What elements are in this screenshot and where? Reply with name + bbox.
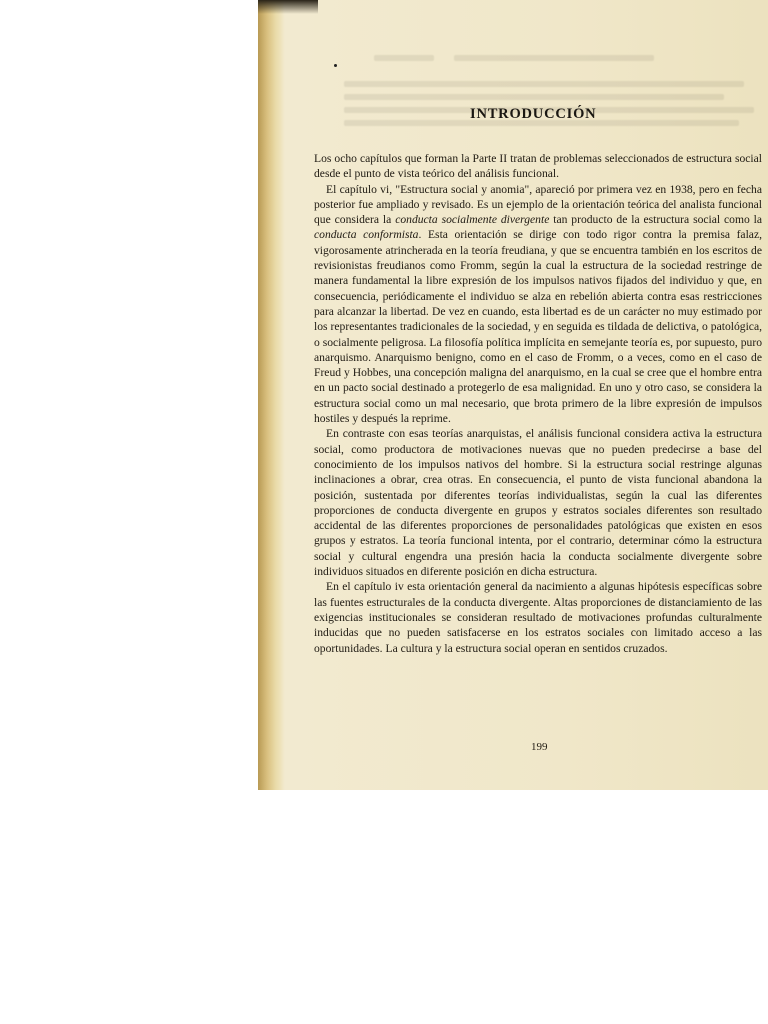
paragraph	[314, 182, 762, 427]
italic-phrase: conducta socialmente divergente	[395, 213, 550, 227]
page-corner-shadow	[258, 0, 318, 14]
book-gutter	[258, 0, 284, 790]
text-run: En el capítulo iv esta orientación general da nacimiento a algunas hipótesis específicas sobre las fuentes estructurales de la conducta divergente. Altas proporciones de distanciamiento de las exigencias institucionales se consideran resultado de motivaciones profundas culturalmente inducidas que no pueden satisfacerse en los estratos sociales con limitado acceso a las oportunidades. La cultura y la estructura social operan en sentidos cruzados.	[314, 580, 762, 655]
paragraph	[314, 579, 762, 655]
italic-phrase: conducta conformista	[314, 228, 419, 242]
scanned-book-page	[258, 0, 768, 790]
ink-speck	[334, 64, 337, 67]
paragraph	[314, 426, 762, 579]
text-run: En contraste con esas teorías anarquistas, el análisis funcional considera activa la estructura social, como productora de motivaciones nuevas que no pueden predecirse a base del conocimiento de los impulsos nativos del hombre. Si la estructura social restringe algunas inclinaciones a obrar, crea otras. En consecuencia, el punto de vista funcional abandona la posición, sustentada por diferentes teorías individualistas, según la cual las diferentes proporciones de conducta divergente en grupos y estratos sociales diferentes son resultado accidental de las diferentes proporciones de personalidades patológicas que existen en esos grupos y estratos. La teoría funcional intenta, por el contrario, determinar cómo la estructura social y cultural engendra una presión hacia la conducta socialmente divergente sobre individuos situados en diferente posición en dicha estructura.	[314, 427, 762, 579]
paragraph	[314, 151, 762, 182]
page-number: 199	[531, 741, 548, 753]
page-title: INTRODUCCIÓN	[470, 106, 597, 122]
body-text	[314, 151, 762, 656]
text-run: Los ocho capítulos que forman la Parte II tratan de problemas seleccionados de estructura social desde el punto de vista teórico del análisis funcional.	[314, 152, 762, 181]
text-run: . Esta orientación se dirige con todo rigor contra la premisa falaz, vigorosamente atrincherada en la teoría freudiana, y que se encuentra también en los escritos de revisionistas freudianos como Fromm, según la cual la estructura de la sociedad restringe de manera fundamental la libre expresión de los impulsos nativos fijados del individuo y que, en consecuencia, periódicamente el individuo se alza en rebelión abierta contra esas restricciones para alcanzar la libertad. De vez en cuando, esta libertad es de un carácter no muy estimado por los representantes tradicionales de la sociedad, y en seguida es tildada de delictiva, o patológica, o socialmente peligrosa. La filosofía política implícita en semejante teoría es, por supuesto, puro anarquismo. Anarquismo benigno, como en el caso de Fromm, o a veces, como en el caso de Freud y Hobbes, una concepción maligna del anarquismo, en la cual se cree que el hombre entra en un pacto social destinado a protegerlo de esa malignidad. En uno y otro caso, se considera la estructura social como un mal necesario, que brota primero de la libre expresión de impulsos hostiles y después la reprime.	[314, 228, 762, 426]
text-run: El capítulo vi, "Estructura social y anomia", apareció por primera vez en 1938, pero en fecha posterior fue ampliado y revisado. Es un ejemplo de la orientación teórica del analista funcional que considera la	[314, 182, 762, 227]
text-run: tan producto de la estructura social como la	[549, 213, 763, 227]
